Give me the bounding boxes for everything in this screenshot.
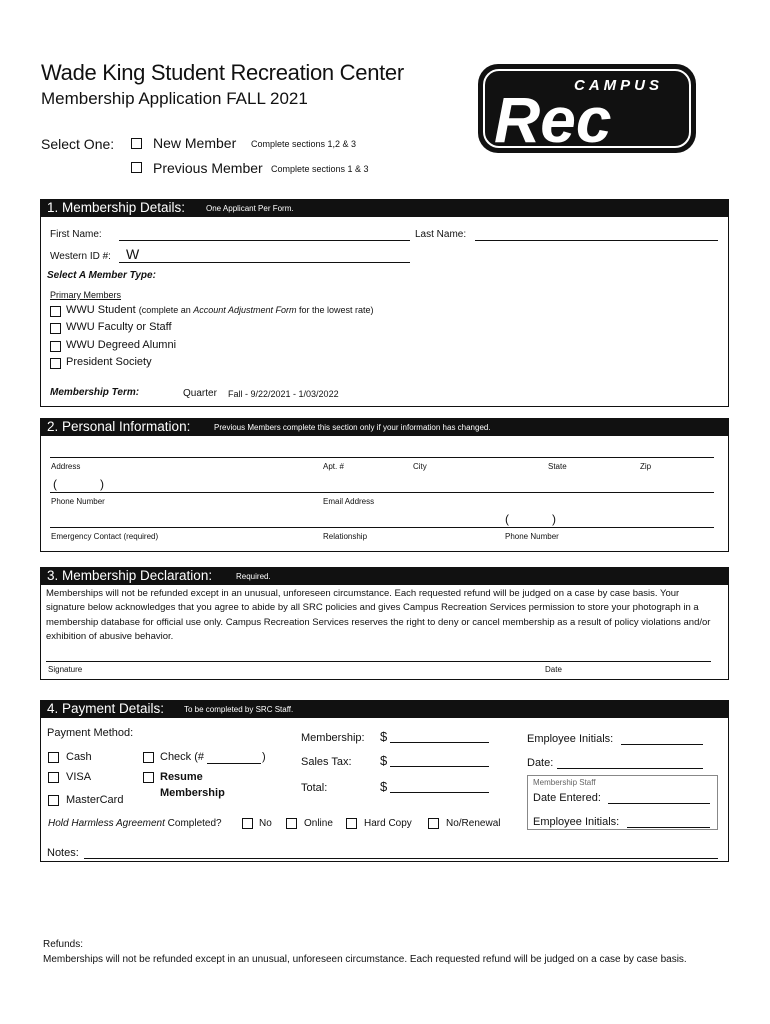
section1-header — [40, 199, 729, 217]
signature-line[interactable] — [46, 661, 711, 662]
hold-harmless-label — [48, 818, 222, 829]
mastercard-label: MasterCard — [66, 794, 124, 806]
section2-note: Previous Members complete this section only if your information has changed. — [214, 423, 491, 432]
visa-label: VISA — [66, 771, 92, 783]
mastercard-checkbox[interactable] — [48, 795, 59, 806]
wwu-alumni-label: WWU Degreed Alumni — [66, 339, 177, 351]
section2-title: 2. Personal Information: — [47, 419, 191, 434]
term-quarter-label: Quarter — [183, 388, 217, 399]
wwu-faculty-checkbox[interactable] — [50, 323, 61, 334]
total-dollar: $ — [380, 779, 388, 794]
emergency-line[interactable] — [50, 527, 714, 528]
section3-title: 3. Membership Declaration: — [47, 568, 213, 583]
section1-note: One Applicant Per Form. — [206, 204, 294, 213]
online-checkbox[interactable] — [286, 818, 297, 829]
refunds-text: Memberships will not be refunded except in an unusual, unforeseen circumstance. Each requested refund will be judged on a case by case basis. — [43, 954, 687, 965]
emergency-label: Emergency Contact (required) — [51, 532, 159, 541]
membership-amount-label: Membership: — [301, 732, 365, 744]
campus-rec-logo — [476, 62, 698, 155]
hard-copy-checkbox[interactable] — [346, 818, 357, 829]
sales-tax-field[interactable] — [390, 766, 489, 767]
wwu-faculty-label: WWU Faculty or Staff — [66, 321, 172, 333]
first-name-label: First Name: — [50, 229, 102, 240]
check-number-field[interactable] — [207, 763, 261, 764]
western-id-prefix: W — [126, 246, 140, 262]
payment-date-label: Date: — [527, 757, 554, 769]
refunds-heading: Refunds: — [43, 939, 84, 950]
check-label: Check (# — [160, 751, 205, 763]
hold-harmless-b: Completed? — [164, 818, 222, 829]
hard-copy-label: Hard Copy — [364, 818, 412, 829]
staff-initials-label: Employee Initials: — [533, 816, 620, 828]
address-line[interactable] — [50, 457, 714, 458]
state-label: State — [548, 462, 567, 471]
visa-checkbox[interactable] — [48, 772, 59, 783]
section3-header — [40, 567, 729, 585]
notes-field[interactable] — [84, 858, 718, 859]
phone-paren-close: ) — [100, 477, 104, 491]
membership-amount-field[interactable] — [390, 742, 489, 743]
membership-dollar: $ — [380, 729, 388, 744]
employee-initials-field[interactable] — [621, 744, 703, 745]
zip-label: Zip — [640, 462, 652, 471]
phone-email-line[interactable] — [50, 492, 714, 493]
apt-label: Apt. # — [323, 462, 344, 471]
section4-title: 4. Payment Details: — [47, 701, 165, 716]
emergency-paren-open: ( — [505, 512, 509, 526]
relationship-label: Relationship — [323, 532, 368, 541]
wwu-student-label: WWU Student — [66, 304, 136, 316]
new-member-note: Complete sections 1,2 & 3 — [251, 139, 357, 149]
no-renewal-checkbox[interactable] — [428, 818, 439, 829]
new-member-checkbox[interactable] — [131, 138, 142, 149]
payment-method-label: Payment Method: — [47, 727, 134, 739]
address-label: Address — [51, 462, 81, 471]
student-note-c: for the lowest rate) — [296, 305, 374, 315]
city-label: City — [413, 462, 427, 471]
section1-title: 1. Membership Details: — [47, 200, 186, 215]
primary-members-label: Primary Members — [50, 290, 122, 300]
president-society-label: President Society — [66, 356, 152, 368]
membership-staff-label: Membership Staff — [533, 778, 596, 787]
president-society-checkbox[interactable] — [50, 358, 61, 369]
declaration-text: Memberships will not be refunded except in an unusual, unforeseen circumstance. Each requested refund will be judged on a case by case basis. Your signature below acknowledges that you agree to abide by all SRC policies and gives Campus Recreation Services permission to store your photograph in a membership database for official use only. Campus Recreation Services reserves the right to deny or cancel membership as a result of policy violations and/or exhibition of abusive behavior. — [46, 588, 711, 643]
western-id-field[interactable] — [119, 262, 410, 263]
wwu-student-checkbox[interactable] — [50, 306, 61, 317]
first-name-field[interactable] — [119, 240, 410, 241]
check-checkbox[interactable] — [143, 752, 154, 763]
employee-initials-label: Employee Initials: — [527, 733, 614, 745]
logo-rec-text: Rec — [494, 84, 612, 155]
resume-membership-label: Membership — [160, 787, 225, 799]
check-close-paren: ) — [262, 751, 266, 763]
total-label: Total: — [301, 782, 328, 794]
section4-note: To be completed by SRC Staff. — [184, 705, 294, 714]
account-adjustment-form-text: Account Adjustment Form — [193, 305, 297, 315]
hold-harmless-no-checkbox[interactable] — [242, 818, 253, 829]
payment-date-field[interactable] — [557, 768, 703, 769]
section3-note: Required. — [236, 572, 271, 581]
emergency-phone-label: Phone Number — [505, 532, 559, 541]
hold-harmless-a: Hold Harmless Agreement — [48, 818, 165, 829]
sales-tax-label: Sales Tax: — [301, 756, 352, 768]
select-one-label: Select One: — [41, 136, 115, 152]
resume-label: Resume — [160, 771, 203, 783]
student-note-a: (complete an — [138, 305, 194, 315]
date-entered-label: Date Entered: — [533, 792, 601, 804]
membership-term-label: Membership Term: — [50, 387, 140, 398]
page-title: Wade King Student Recreation Center — [41, 60, 404, 85]
signature-date-label: Date — [545, 665, 562, 674]
page-subtitle: Membership Application FALL 2021 — [41, 89, 308, 108]
staff-initials-field[interactable] — [627, 827, 710, 828]
sales-tax-dollar: $ — [380, 753, 388, 768]
last-name-label: Last Name: — [415, 229, 467, 240]
phone-label: Phone Number — [51, 497, 105, 506]
online-label: Online — [304, 818, 333, 829]
previous-member-label: Previous Member — [153, 160, 263, 176]
notes-label: Notes: — [47, 847, 79, 859]
section4-header — [40, 700, 729, 718]
cash-checkbox[interactable] — [48, 752, 59, 763]
date-entered-field[interactable] — [608, 803, 710, 804]
wwu-student-option — [66, 304, 374, 316]
previous-member-checkbox[interactable] — [131, 162, 142, 173]
section2-header — [40, 418, 729, 436]
cash-label: Cash — [66, 751, 92, 763]
emergency-paren-close: ) — [552, 512, 556, 526]
no-renewal-label: No/Renewal — [446, 818, 501, 829]
previous-member-note: Complete sections 1 & 3 — [271, 164, 369, 174]
wwu-alumni-checkbox[interactable] — [50, 341, 61, 352]
email-label: Email Address — [323, 497, 375, 506]
new-member-label: New Member — [153, 135, 237, 151]
term-dates: Fall - 9/22/2021 - 1/03/2022 — [228, 389, 339, 399]
hold-harmless-no-label: No — [259, 818, 272, 829]
resume-membership-checkbox[interactable] — [143, 772, 154, 783]
phone-paren-open: ( — [53, 477, 57, 491]
total-field[interactable] — [390, 792, 489, 793]
member-type-label: Select A Member Type: — [47, 270, 156, 281]
last-name-field[interactable] — [475, 240, 718, 241]
western-id-label: Western ID #: — [50, 251, 111, 262]
signature-label: Signature — [48, 665, 83, 674]
logo-campus-text: CAMPUS — [574, 77, 664, 94]
